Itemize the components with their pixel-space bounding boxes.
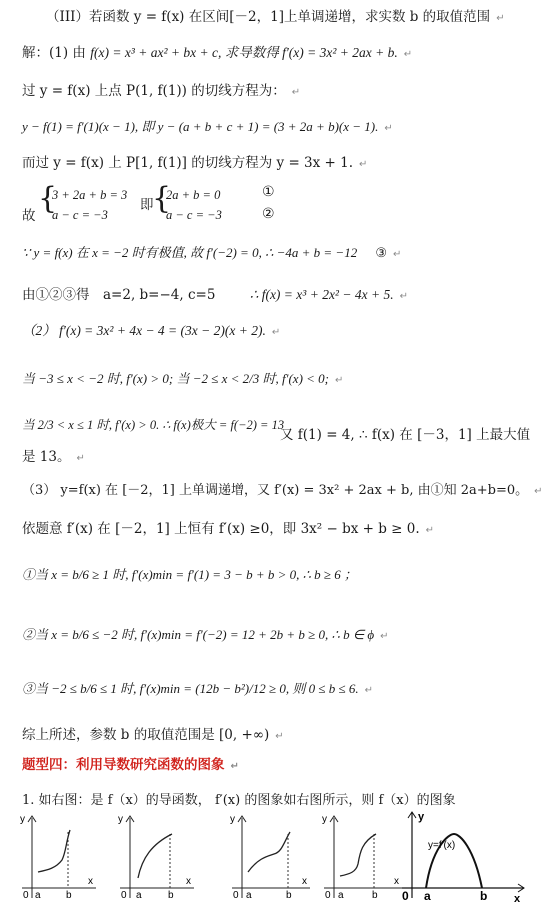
b-label: b [286,890,292,901]
a-label: a [424,889,431,903]
b-label: b [480,889,488,903]
part2-end: 是 13。 ↵ [22,449,85,465]
question-1: 1. 如右图：是 f（x）的导函数， f′(x) 的图象如右图所示，则 f（x）的图象 [22,793,456,808]
origin-label: 0 [402,889,409,903]
y-label: y [418,811,425,823]
extremum-line: ∵ y = f(x) 在 x = −2 时有极值, 故 f′(−2) = 0, ∴ −4a + b = −12 ③ ↵ [22,245,402,261]
case-2: ②当 x = b/6 ≤ −2 时, f′(x)min = f′(−2) = 12 + 2b + b ≥ 0, ∴ b ∈ ϕ ↵ [22,627,389,642]
so-label: 故 [22,208,36,224]
part3-question: （III）若函数 y = f(x) 在区间[－2，1]上单调递增，求实数 b 的取值范围 ↵ [46,9,505,25]
x-label: x [514,893,521,905]
b-label: b [66,890,72,901]
y-label: y [230,814,235,825]
a-label: a [35,890,41,901]
b-label: b [168,890,174,901]
x-label: x [186,876,191,887]
y-label: y [20,814,25,825]
result-line: 由①②③得 a=2, b=−4, c=5 ∴ f(x) = x³ + 2x² − 4x + 5. ↵ [22,287,408,303]
tangent-given: 而过 y = f(x) 上 P[1, f(1)] 的切线方程为 y = 3x + 1. ↵ [22,155,368,171]
part3-condition: 依题意 f′(x) 在 [－2，1] 上恒有 f′(x) ≥0，即 3x² − bx + b ≥ 0. ↵ [22,521,435,537]
curve [340,834,376,876]
part2-cases: 当 −3 ≤ x < −2 时, f′(x) > 0; 当 −2 ≤ x < 2/3 时, f′(x) < 0; ↵ [22,371,344,386]
conclusion: 综上所述，参数 b 的取值范围是 [0, +∞) ↵ [22,727,284,743]
origin-label: 0 [325,890,331,901]
derivative-graph [398,808,528,905]
system2-eq-b: a − c = −3 [166,208,222,222]
brace-left-2: { [152,181,172,216]
brace-left-1: { [38,181,58,216]
return-mark: ↵ [496,13,505,24]
part3-intro: （3） y=f(x) 在 [－2，1] 上单调递增，又 f′(x) = 3x² + 2ax + b, 由①知 2a+b=0。 ↵ [22,483,543,498]
a-label: a [136,890,142,901]
a-label: a [246,890,252,901]
system1-eq-a: 3 + 2a + b = 3 [52,188,128,202]
y-label: y [322,814,327,825]
x-label: x [88,876,93,887]
origin-label: 0 [121,890,127,901]
system1-eq-b: a − c = −3 [52,208,108,222]
curve [248,832,290,872]
b-label: b [372,890,378,901]
circle-marker-3: ③ [375,246,387,261]
origin-label: 0 [23,890,29,901]
circle-marker-2: ② [262,206,275,222]
system2-eq-a: 2a + b = 0 [166,188,221,202]
curve [138,834,172,878]
solution-1-line: 解：(1) 由 f(x) = x³ + ax² + bx + c, 求导数得 f′(x) = 3x² + 2ax + b. ↵ [22,45,413,61]
graph-option-1 [14,812,100,900]
section-title: 题型四：利用导数研究函数的图象 ↵ [22,757,239,773]
graph-option-2 [112,812,198,900]
a-label: a [338,890,344,901]
x-label: x [302,876,307,887]
case-3: ③当 −2 ≤ b/6 ≤ 1 时, f′(x)min = (12b − b²)/12 ≥ 0, 则 0 ≤ b ≤ 6. ↵ [22,681,374,696]
tangent-equation: y − f(1) = f′(1)(x − 1), 即 y − (a + b + c + 1) = (3 + 2a + b)(x − 1). ↵ [22,119,393,134]
derivative-label: y=f′(x) [428,840,456,851]
part2-also: 又 f(1) = 4, ∴ f(x) 在 [－3，1] 上最大值 [280,427,531,443]
graph-option-4 [316,812,406,900]
tangent-intro: 过 y = f(x) 上点 P(1, f(1)) 的切线方程为： ↵ [22,83,301,99]
derivative-formula: f(x) = x³ + ax² + bx + c, 求导数得 f′(x) = 3x² + 2ax + b. [90,45,398,60]
circle-marker-1: ① [262,184,275,200]
graph-option-3 [224,812,314,900]
curve [38,830,70,872]
part2-derivative: （2） f′(x) = 3x² + 4x − 4 = (3x − 2)(x + 2). ↵ [22,323,281,338]
case-1: ①当 x = b/6 ≥ 1 时, f′(x)min = f′(1) = 3 − b + b > 0, ∴ b ≥ 6 ； [22,567,358,582]
part2-maximum: 当 2/3 < x ≤ 1 时, f′(x) > 0. ∴ f(x)极大 = f(−2) = 13 [22,418,285,432]
y-label: y [118,814,123,825]
ie-label: 即 [140,197,154,213]
origin-label: 0 [233,890,239,901]
result-function: ∴ f(x) = x³ + 2x² − 4x + 5. [249,287,394,302]
x-label: x [394,876,399,887]
